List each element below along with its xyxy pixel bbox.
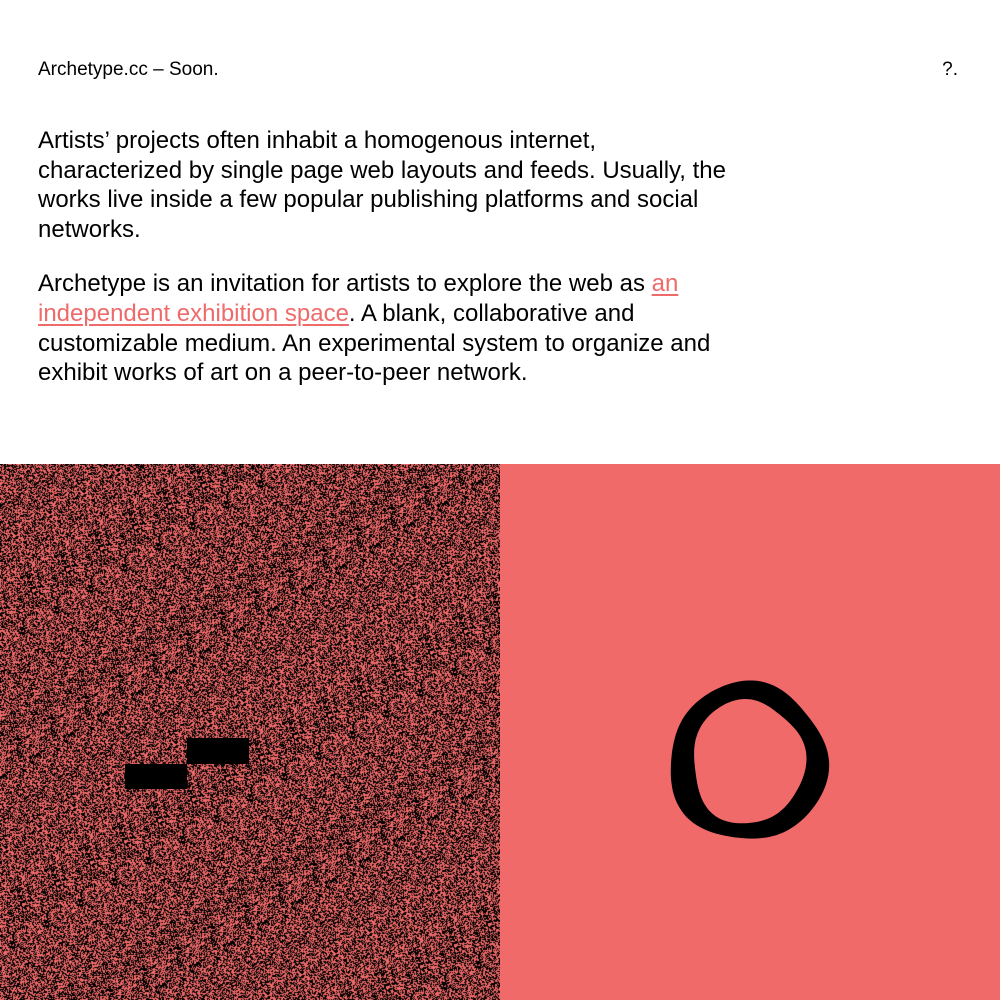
intro-paragraph-2	[38, 269, 728, 387]
intro-paragraph-2-start: Archetype is an invitation for artists to explore the web as	[38, 270, 652, 298]
step-block-upper	[187, 738, 249, 764]
header	[38, 58, 958, 82]
ring-background	[500, 464, 1000, 1000]
ring-artwork[interactable]	[500, 464, 1000, 1000]
exhibition-space-link[interactable]: an independent exhibition space	[38, 270, 679, 327]
intro-paragraph-1: Artists’ projects often inhabit a homogenous internet, characterized by single page web layouts and feeds. Usually, the works live inside a few popular publishing platforms and social networks.	[38, 127, 726, 243]
help-link[interactable]: ?.	[942, 59, 958, 80]
step-block-lower	[125, 764, 187, 789]
wobbly-ring-icon	[500, 464, 1000, 1000]
noise-artwork[interactable]	[0, 464, 500, 1000]
intro-paragraph-2-end: . A blank, collaborative and customizable medium. An experimental system to organize and exhibit works of art on a peer-to-peer network.	[38, 299, 711, 387]
site-title-link[interactable]: Archetype.cc – Soon.	[38, 59, 219, 80]
step-blocks-icon	[0, 464, 500, 1000]
intro-text	[38, 126, 728, 413]
artwork-panels	[0, 464, 1000, 1000]
